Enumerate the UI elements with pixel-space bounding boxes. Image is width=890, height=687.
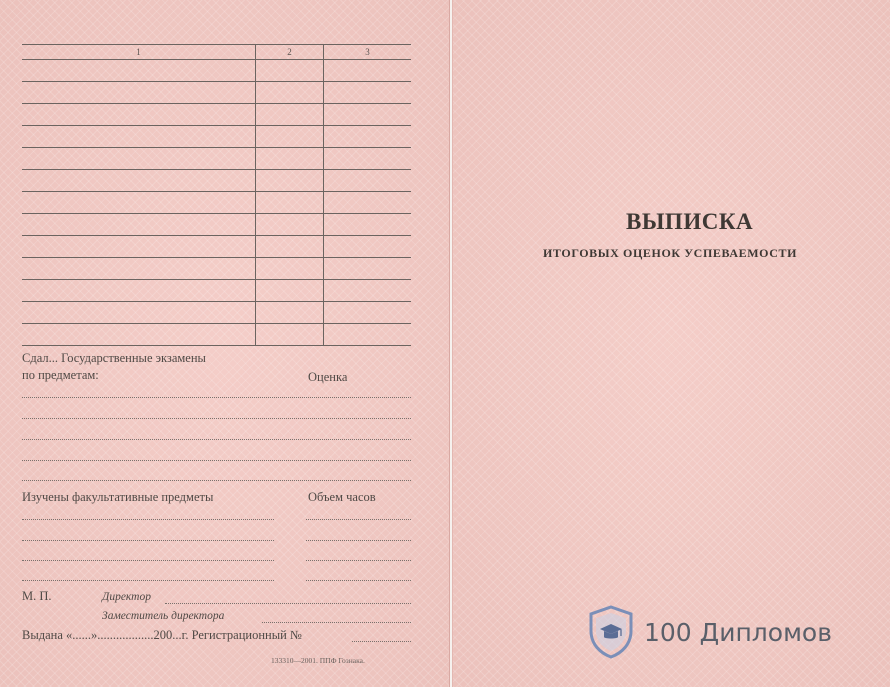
stamp-label: М. П.	[22, 589, 52, 603]
issued-line: Выдана «......»..................200...г. Регистрационный №	[22, 628, 302, 642]
table-header-col2: 2	[256, 45, 324, 60]
table-cell-col1	[22, 148, 256, 170]
table-cell-col2	[256, 148, 324, 170]
table-row	[22, 60, 411, 82]
right-page	[452, 0, 890, 687]
table-cell-col1	[22, 214, 256, 236]
table-cell-col2	[256, 170, 324, 192]
table-row	[22, 302, 411, 324]
print-info: 133310—2001. ППФ Гознака.	[271, 656, 365, 665]
elective-line	[22, 560, 274, 561]
table-cell-col2	[256, 60, 324, 82]
elective-line	[22, 519, 274, 520]
elective-line	[22, 580, 274, 581]
table-cell-col2	[256, 104, 324, 126]
director-label: Директор	[102, 591, 151, 603]
hours-label: Объем часов	[308, 490, 376, 504]
table-cell-col3	[324, 214, 412, 236]
table-cell-col2	[256, 214, 324, 236]
table-row	[22, 280, 411, 302]
table-cell-col3	[324, 280, 412, 302]
hours-line	[306, 580, 411, 581]
table-cell-col2	[256, 82, 324, 104]
electives-label: Изучены факультативные предметы	[22, 490, 214, 504]
document-title: ВЫПИСКА	[626, 209, 754, 234]
table-cell-col2	[256, 258, 324, 280]
table-cell-col2	[256, 302, 324, 324]
hours-line	[306, 560, 411, 561]
table-row	[22, 104, 411, 126]
table-header-col1: 1	[22, 45, 256, 60]
table-cell-col3	[324, 302, 412, 324]
table-cell-col1	[22, 302, 256, 324]
exams-subtitle: по предметам:	[22, 368, 99, 382]
registration-number-line	[352, 641, 411, 642]
table-cell-col1	[22, 126, 256, 148]
table-cell-col3	[324, 104, 412, 126]
table-cell-col2	[256, 236, 324, 258]
shield-graduation-cap-icon	[588, 605, 634, 659]
watermark-text: 100 Дипломов	[644, 617, 832, 647]
table-cell-col1	[22, 258, 256, 280]
table-cell-col1	[22, 104, 256, 126]
table-row	[22, 148, 411, 170]
table-cell-col3	[324, 258, 412, 280]
table-header-col3: 3	[324, 45, 412, 60]
exam-line	[22, 418, 411, 419]
exam-line	[22, 397, 411, 398]
table-cell-col2	[256, 192, 324, 214]
deputy-signature-line	[262, 622, 411, 623]
table-row	[22, 170, 411, 192]
table-cell-col1	[22, 236, 256, 258]
table-header-row	[22, 45, 411, 60]
elective-line	[22, 540, 274, 541]
hours-line	[306, 519, 411, 520]
table-row	[22, 324, 411, 346]
hours-line	[306, 540, 411, 541]
exams-title: Сдал... Государственные экзамены	[22, 351, 206, 365]
table-cell-col3	[324, 126, 412, 148]
table-cell-col3	[324, 236, 412, 258]
exam-line	[22, 460, 411, 461]
table-cell-col2	[256, 280, 324, 302]
exam-line	[22, 439, 411, 440]
table-row	[22, 214, 411, 236]
table-cell-col1	[22, 60, 256, 82]
table-cell-col3	[324, 170, 412, 192]
table-cell-col2	[256, 324, 324, 346]
table-row	[22, 192, 411, 214]
table-row	[22, 236, 411, 258]
exam-line	[22, 480, 411, 481]
table-body	[22, 60, 411, 346]
watermark	[588, 605, 832, 659]
table-cell-col1	[22, 324, 256, 346]
director-signature-line	[165, 603, 411, 604]
table-cell-col3	[324, 192, 412, 214]
table-cell-col3	[324, 148, 412, 170]
grades-table	[22, 44, 411, 346]
table-cell-col3	[324, 324, 412, 346]
table-cell-col2	[256, 126, 324, 148]
grade-label: Оценка	[308, 370, 348, 384]
table-cell-col1	[22, 192, 256, 214]
table-cell-col1	[22, 170, 256, 192]
table-cell-col1	[22, 82, 256, 104]
table-cell-col3	[324, 82, 412, 104]
table-cell-col3	[324, 60, 412, 82]
table-cell-col1	[22, 280, 256, 302]
document-subtitle: ИТОГОВЫХ ОЦЕНОК УСПЕВАЕМОСТИ	[543, 246, 798, 260]
table-row	[22, 82, 411, 104]
deputy-label: Заместитель директора	[102, 610, 225, 622]
table-row	[22, 126, 411, 148]
table-row	[22, 258, 411, 280]
